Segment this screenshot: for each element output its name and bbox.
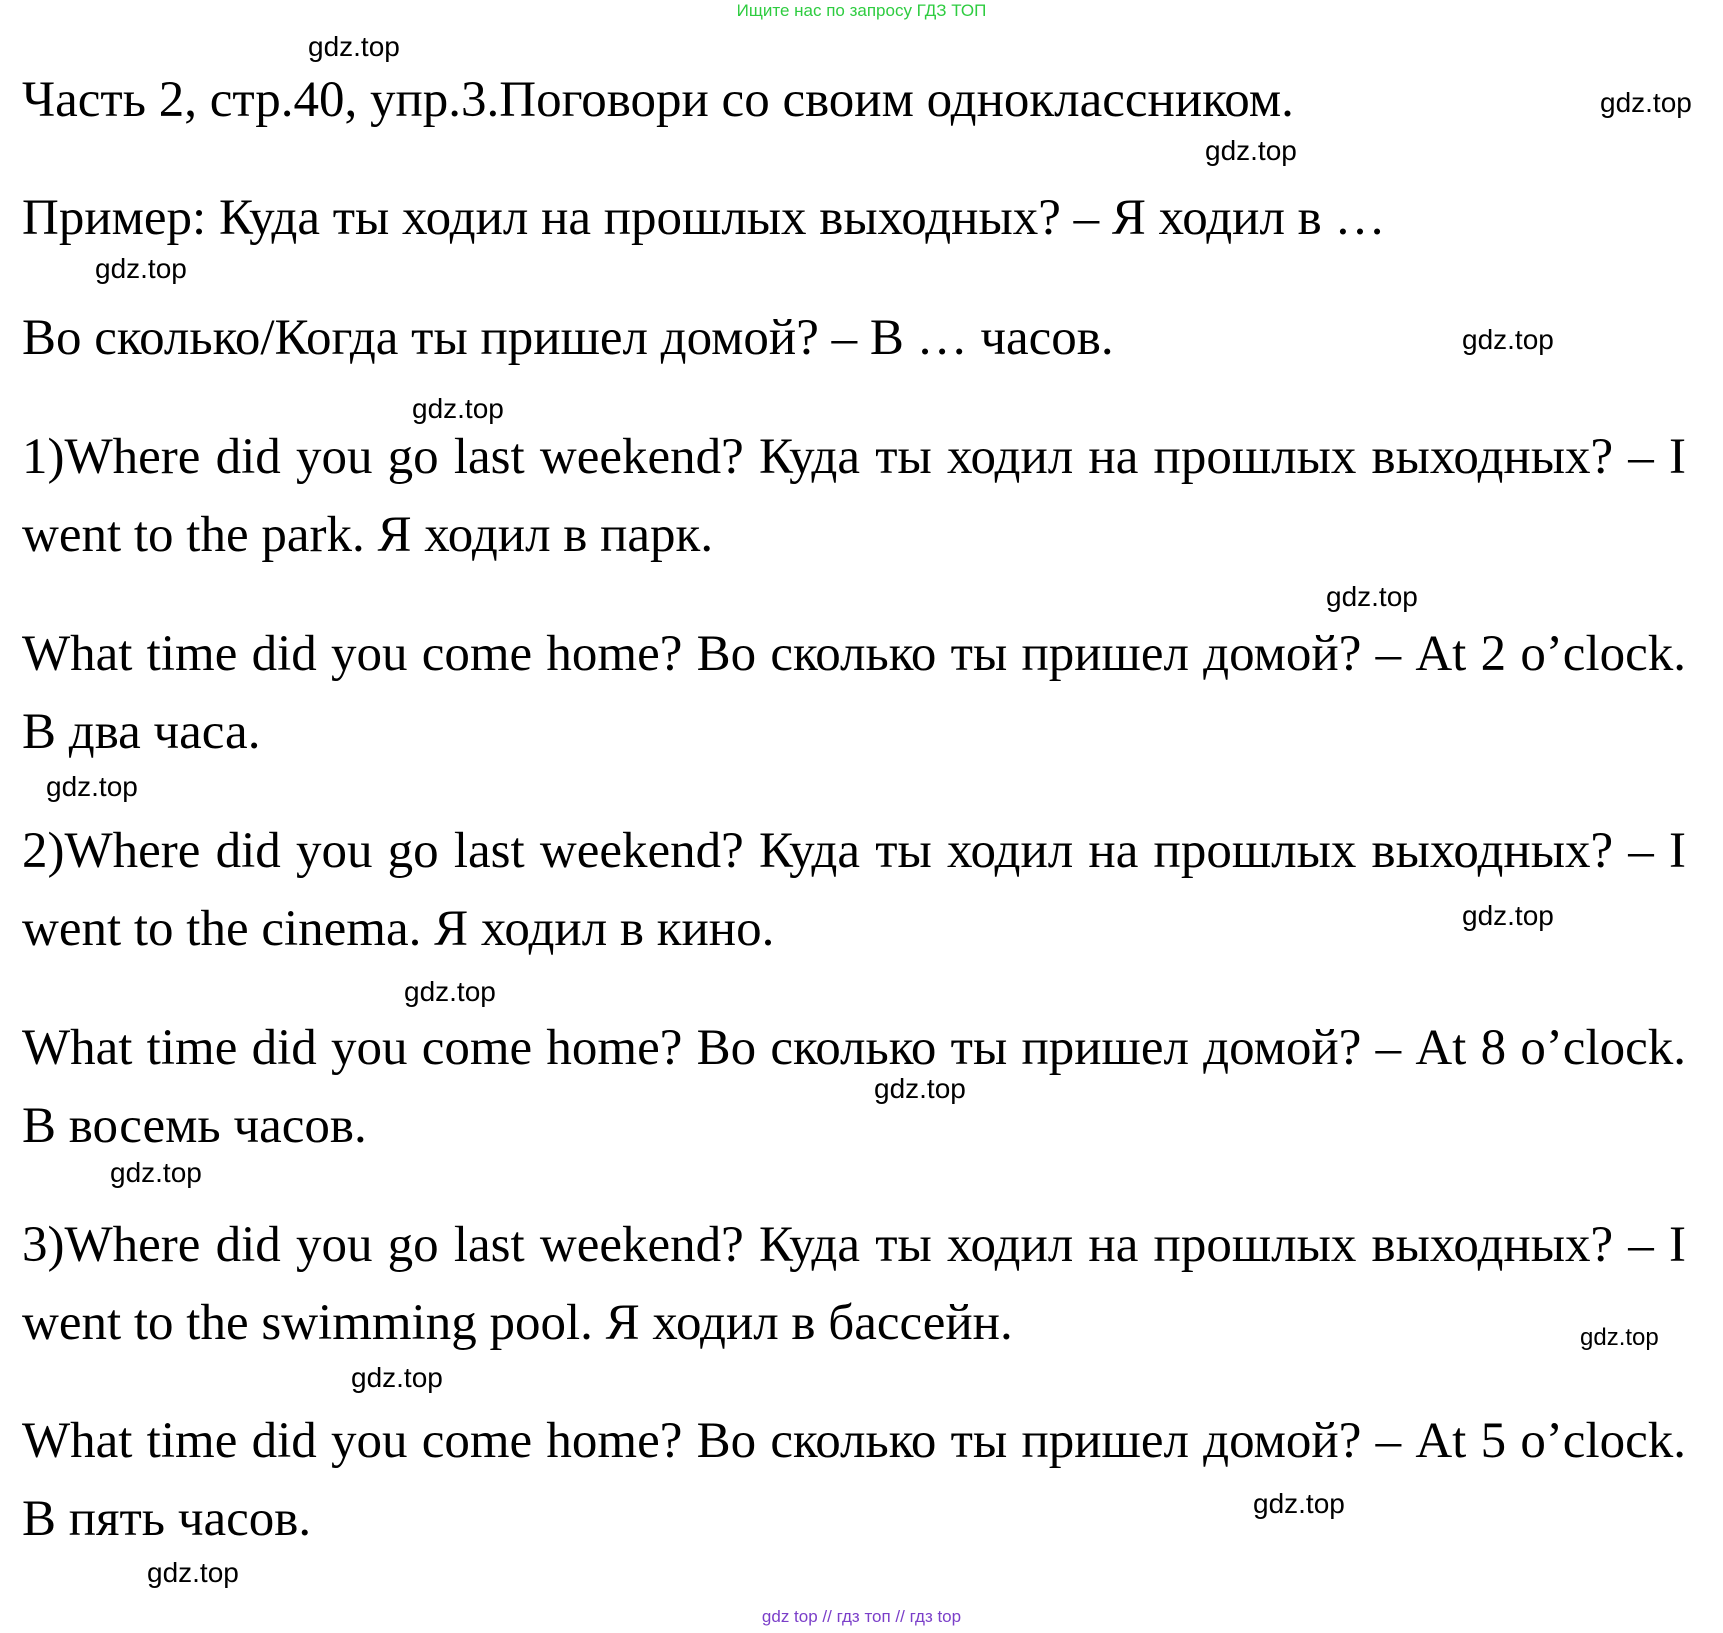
dialogue-2-question: 2)Where did you go last weekend? Куда ты ходил на прошлых выходных? – I went to the cinema. Я ходил в кино. bbox=[22, 823, 1686, 957]
dialogue-2-time: What time did you come home? Во сколько ты пришел домой? – At 8 o’clock. В восемь часов. bbox=[22, 1020, 1686, 1154]
watermark: gdz.top bbox=[1205, 135, 1297, 166]
exercise-heading: Часть 2, стр.40, упр.3.Поговори со своим одноклассником. bbox=[22, 72, 1294, 128]
watermark: gdz.top bbox=[1462, 324, 1554, 355]
watermark: gdz.top bbox=[1462, 900, 1554, 931]
dialogue-1-time: What time did you come home? Во сколько ты пришел домой? – At 2 o’clock. В два часа. bbox=[22, 626, 1686, 760]
watermark: gdz.top bbox=[1600, 87, 1692, 118]
watermark: gdz.top bbox=[412, 393, 504, 424]
watermark: gdz.top bbox=[147, 1557, 239, 1588]
example-line-1: Пример: Куда ты ходил на прошлых выходных? – Я ходил в … bbox=[22, 190, 1386, 246]
watermark: gdz.top bbox=[308, 31, 400, 62]
watermark: gdz.top bbox=[874, 1073, 966, 1104]
example-line-2: Во сколько/Когда ты пришел домой? – В … часов. bbox=[22, 310, 1114, 366]
watermark: gdz.top bbox=[110, 1157, 202, 1188]
footer-links: gdz top // гдз топ // гдз top bbox=[761, 1607, 962, 1626]
watermark: gdz.top bbox=[46, 771, 138, 802]
search-banner: Ищите нас по запросу ГДЗ ТОП bbox=[736, 1, 987, 20]
dialogue-3-question: 3)Where did you go last weekend? Куда ты ходил на прошлых выходных? – I went to the swimming pool. Я ходил в бассейн. bbox=[22, 1217, 1686, 1351]
watermark: gdz.top bbox=[1253, 1488, 1345, 1519]
watermark: gdz.top bbox=[404, 976, 496, 1007]
dialogue-3-time: What time did you come home? Во сколько ты пришел домой? – At 5 o’clock. В пять часов. bbox=[22, 1413, 1686, 1547]
watermark: gdz.top bbox=[351, 1362, 443, 1393]
watermark: gdz.top bbox=[1580, 1324, 1659, 1351]
watermark: gdz.top bbox=[95, 253, 187, 284]
dialogue-1-question: 1)Where did you go last weekend? Куда ты ходил на прошлых выходных? – I went to the park. Я ходил в парк. bbox=[22, 429, 1686, 563]
watermark: gdz.top bbox=[1326, 581, 1418, 612]
